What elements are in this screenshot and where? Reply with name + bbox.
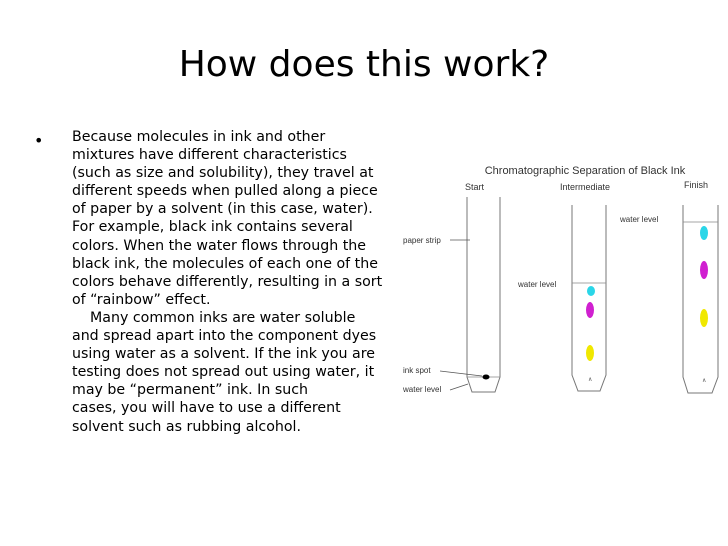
origin-mark-intermediate: ∧ (588, 377, 593, 383)
body-line: may be “permanent” ink. In such (72, 382, 309, 399)
body-line: mixtures have different characteristics (72, 147, 347, 164)
label-water-level-start: water level (403, 385, 442, 394)
magenta-band-intermediate (586, 302, 594, 318)
stage-label-finish: Finish (684, 180, 709, 190)
body-line: colors behave differently, resulting in a sort (72, 273, 383, 290)
cyan-band-intermediate (587, 286, 595, 296)
tube-intermediate (572, 205, 606, 391)
stage-label-intermediate: Intermediate (560, 182, 611, 192)
yellow-band-finish (700, 309, 708, 327)
ink-spot-mark (483, 375, 490, 380)
tube-finish (683, 205, 718, 393)
body-line: black ink, the molecules of each one of the (72, 255, 378, 272)
chromatography-diagram (400, 160, 728, 410)
body-line: of “rainbow” effect. (72, 291, 211, 308)
yellow-band-intermediate (586, 345, 594, 361)
body-line: testing does not spread out using water, it (72, 364, 375, 381)
cyan-band-finish (700, 226, 708, 240)
label-paper-strip: paper strip (403, 236, 441, 245)
body-line: of paper by a solvent (in this case, water). (72, 201, 373, 218)
label-water-level-intermediate: water level (518, 280, 557, 289)
chromatography-figure (400, 160, 728, 410)
arrow-water-level-start (450, 384, 468, 390)
origin-mark-finish: ∧ (702, 378, 707, 384)
body-line: Many common inks are water soluble (72, 309, 356, 326)
body-line: colors. When the water flows through the (72, 237, 366, 254)
body-line: cases, you will have to use a different (72, 400, 341, 417)
body-line: and spread apart into the component dyes (72, 328, 377, 345)
label-water-level-finish: water level (620, 215, 659, 224)
body-line: solvent such as rubbing alcohol. (72, 418, 302, 435)
body-line: different speeds when pulled along a piece (72, 183, 378, 200)
stage-label-start: Start (465, 182, 485, 192)
label-ink-spot: ink spot (403, 366, 431, 375)
tube-start (467, 197, 500, 392)
arrow-ink-spot (440, 371, 482, 376)
body-paragraph (72, 128, 402, 436)
body-line: For example, black ink contains several (72, 219, 353, 236)
magenta-band-finish (700, 261, 708, 279)
slide-title: How does this work? (178, 44, 550, 85)
bullet-point: • (34, 131, 44, 150)
body-line: (such as size and solubility), they travel at (72, 165, 374, 182)
body-line: using water as a solvent. If the ink you are (72, 346, 375, 363)
body-line: Because molecules in ink and other (72, 129, 326, 145)
figure-title: Chromatographic Separation of Black Ink (484, 165, 686, 177)
